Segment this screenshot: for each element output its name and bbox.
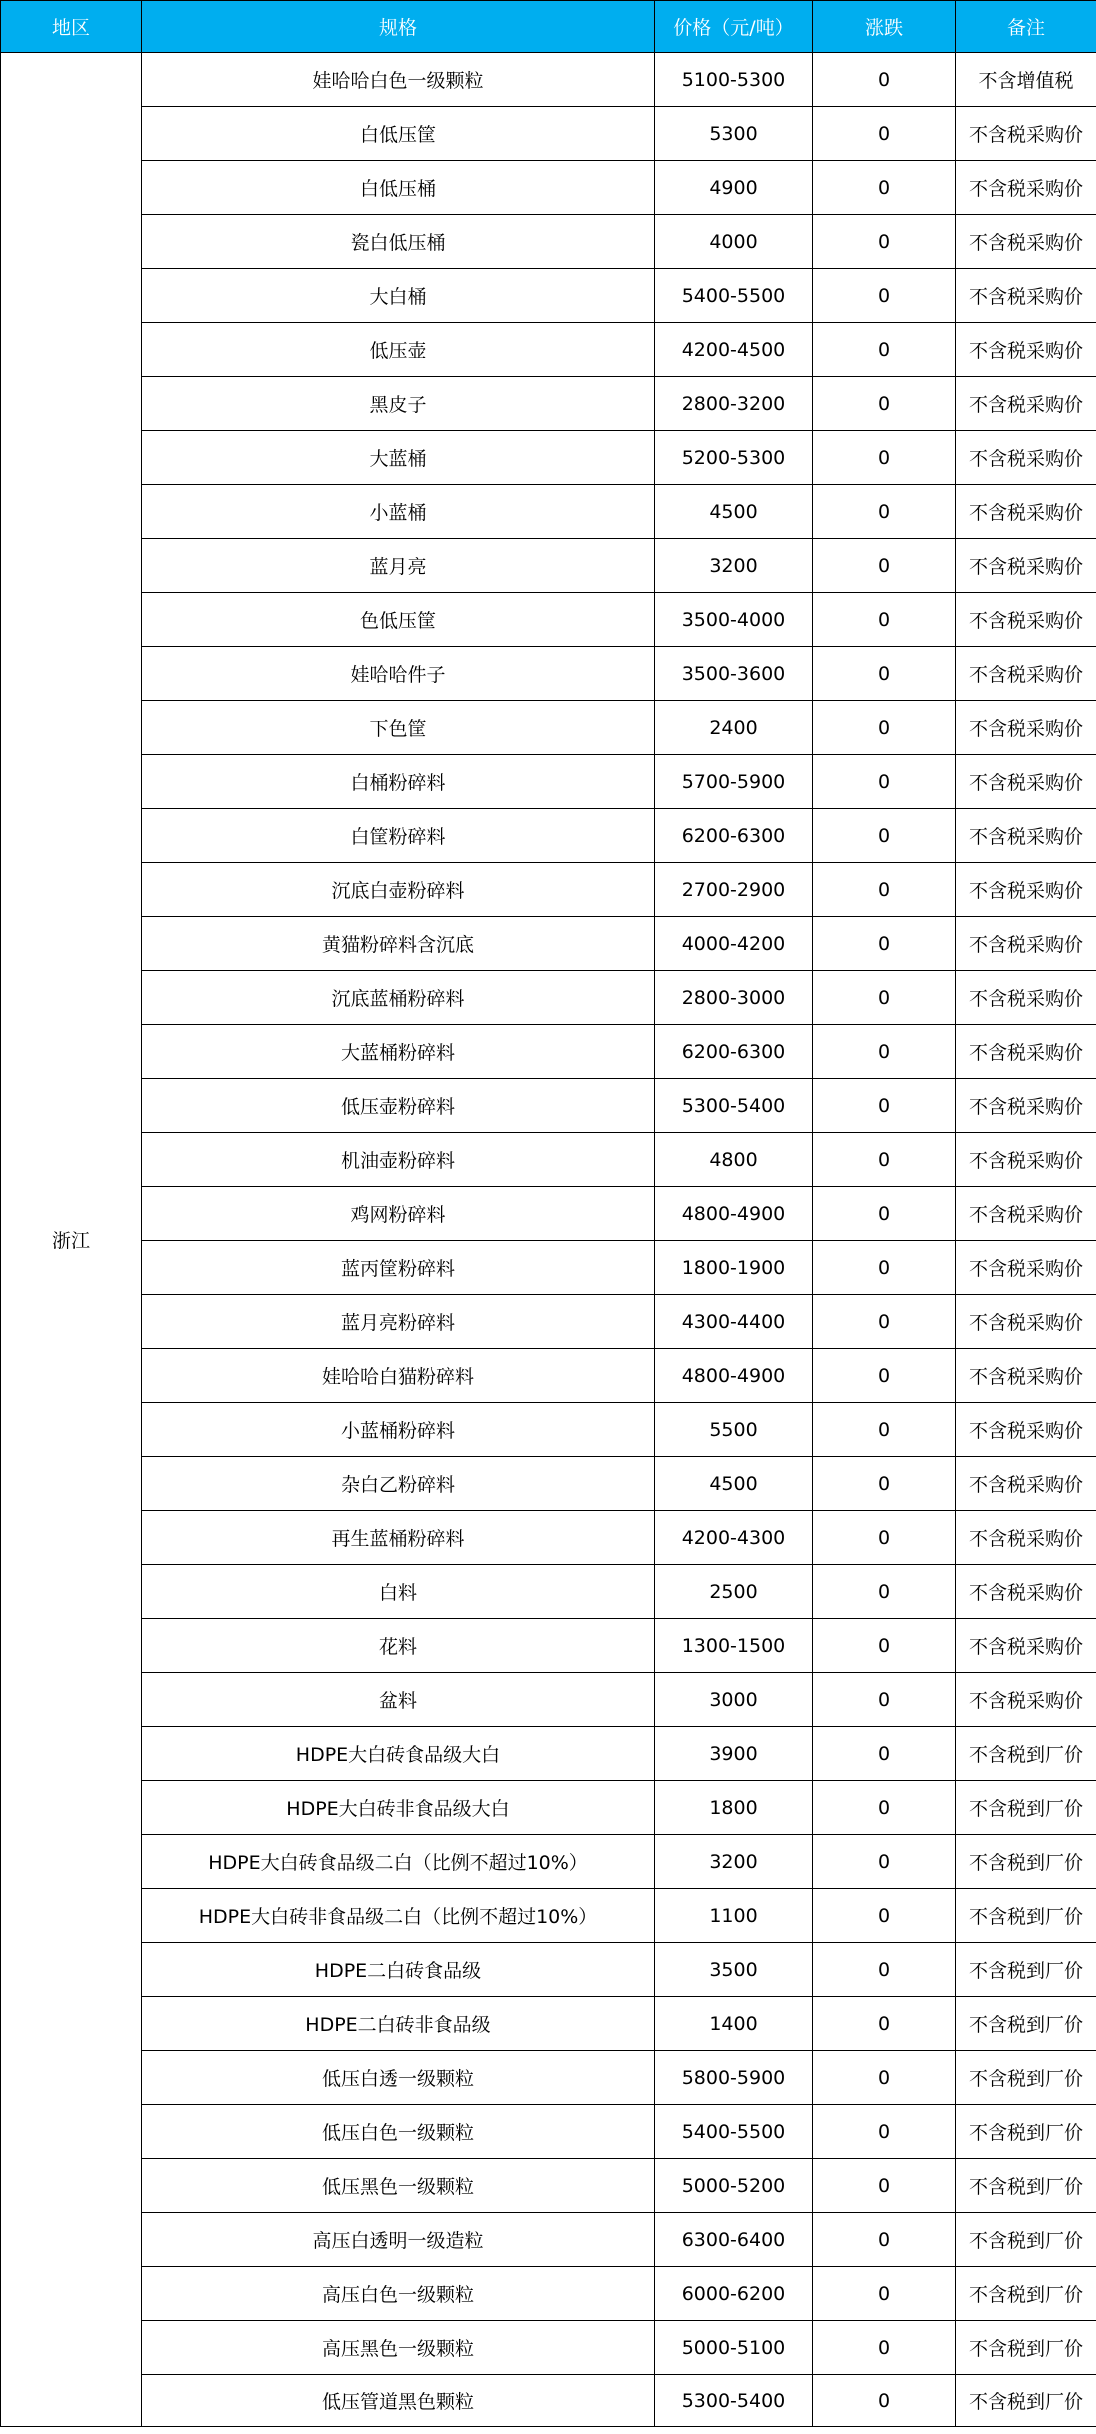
note-cell: 不含税采购价 [956, 323, 1096, 377]
spec-cell: 再生蓝桶粉碎料 [142, 1511, 655, 1565]
spec-cell: 小蓝桶粉碎料 [142, 1403, 655, 1457]
table-row [1, 2375, 1096, 2427]
change-cell: 0 [813, 755, 956, 809]
price-cell: 1800-1900 [655, 1241, 813, 1295]
note-cell: 不含税到厂价 [956, 1781, 1096, 1835]
spec-cell: 低压白透一级颗粒 [142, 2051, 655, 2105]
change-cell: 0 [813, 1295, 956, 1349]
change-cell: 0 [813, 1835, 956, 1889]
note-cell: 不含税采购价 [956, 1349, 1096, 1403]
spec-cell: 低压黑色一级颗粒 [142, 2159, 655, 2213]
change-cell: 0 [813, 863, 956, 917]
note-cell: 不含税采购价 [956, 1025, 1096, 1079]
note-cell: 不含税采购价 [956, 1295, 1096, 1349]
price-cell: 3900 [655, 1727, 813, 1781]
note-cell: 不含税采购价 [956, 1565, 1096, 1619]
spec-cell: 白低压桶 [142, 161, 655, 215]
note-cell: 不含税采购价 [956, 215, 1096, 269]
table-row [1, 2105, 1096, 2159]
table-row [1, 1997, 1096, 2051]
spec-cell: 盆料 [142, 1673, 655, 1727]
note-cell: 不含税到厂价 [956, 2159, 1096, 2213]
spec-cell: 黑皮子 [142, 377, 655, 431]
change-cell: 0 [813, 1673, 956, 1727]
change-cell: 0 [813, 2051, 956, 2105]
note-cell: 不含税采购价 [956, 431, 1096, 485]
note-cell: 不含税采购价 [956, 269, 1096, 323]
change-cell: 0 [813, 377, 956, 431]
change-cell: 0 [813, 593, 956, 647]
table-row [1, 1079, 1096, 1133]
price-cell: 6200-6300 [655, 1025, 813, 1079]
price-cell: 4000-4200 [655, 917, 813, 971]
table-row [1, 1943, 1096, 1997]
price-cell: 4000 [655, 215, 813, 269]
price-cell: 2500 [655, 1565, 813, 1619]
price-cell: 3500 [655, 1943, 813, 1997]
table-row [1, 1781, 1096, 1835]
table-row [1, 863, 1096, 917]
spec-cell: 下色筐 [142, 701, 655, 755]
table-row [1, 2321, 1096, 2375]
header-note: 备注 [956, 1, 1096, 53]
price-cell: 5300 [655, 107, 813, 161]
price-cell: 4200-4500 [655, 323, 813, 377]
header-row [1, 1, 1096, 53]
change-cell: 0 [813, 269, 956, 323]
price-cell: 4500 [655, 1457, 813, 1511]
price-cell: 1300-1500 [655, 1619, 813, 1673]
spec-cell: 娃哈哈件子 [142, 647, 655, 701]
note-cell: 不含税采购价 [956, 1403, 1096, 1457]
price-cell: 6000-6200 [655, 2267, 813, 2321]
note-cell: 不含税到厂价 [956, 1835, 1096, 1889]
spec-cell: 低压白色一级颗粒 [142, 2105, 655, 2159]
note-cell: 不含税采购价 [956, 809, 1096, 863]
price-cell: 2700-2900 [655, 863, 813, 917]
table-row [1, 377, 1096, 431]
spec-cell: 大蓝桶粉碎料 [142, 1025, 655, 1079]
note-cell: 不含税采购价 [956, 539, 1096, 593]
change-cell: 0 [813, 809, 956, 863]
price-cell: 3200 [655, 539, 813, 593]
change-cell: 0 [813, 323, 956, 377]
spec-cell: 蓝丙筐粉碎料 [142, 1241, 655, 1295]
note-cell: 不含税采购价 [956, 1187, 1096, 1241]
table-row [1, 1673, 1096, 1727]
spec-cell: 白桶粉碎料 [142, 755, 655, 809]
table-row [1, 1727, 1096, 1781]
price-cell: 5300-5400 [655, 2375, 813, 2427]
change-cell: 0 [813, 2105, 956, 2159]
note-cell: 不含税到厂价 [956, 1997, 1096, 2051]
note-cell: 不含税采购价 [956, 1241, 1096, 1295]
spec-cell: 大蓝桶 [142, 431, 655, 485]
price-cell: 5500 [655, 1403, 813, 1457]
table-row [1, 1619, 1096, 1673]
table-row [1, 269, 1096, 323]
note-cell: 不含税采购价 [956, 1133, 1096, 1187]
price-cell: 5400-5500 [655, 269, 813, 323]
table-row [1, 53, 1096, 107]
change-cell: 0 [813, 1457, 956, 1511]
price-cell: 6200-6300 [655, 809, 813, 863]
spec-cell: 白低压筐 [142, 107, 655, 161]
table-row [1, 2159, 1096, 2213]
table-row [1, 917, 1096, 971]
price-cell: 5800-5900 [655, 2051, 813, 2105]
note-cell: 不含增值税 [956, 53, 1096, 107]
note-cell: 不含税到厂价 [956, 1943, 1096, 1997]
change-cell: 0 [813, 1889, 956, 1943]
change-cell: 0 [813, 1133, 956, 1187]
price-cell: 5000-5100 [655, 2321, 813, 2375]
table-row [1, 1349, 1096, 1403]
spec-cell: 花料 [142, 1619, 655, 1673]
header-change: 涨跌 [813, 1, 956, 53]
spec-cell: 高压白透明一级造粒 [142, 2213, 655, 2267]
table-header [1, 1, 1096, 53]
spec-cell: 低压壶 [142, 323, 655, 377]
table-row [1, 1241, 1096, 1295]
change-cell: 0 [813, 2267, 956, 2321]
change-cell: 0 [813, 2375, 956, 2427]
spec-cell: 大白桶 [142, 269, 655, 323]
note-cell: 不含税采购价 [956, 647, 1096, 701]
note-cell: 不含税采购价 [956, 593, 1096, 647]
spec-cell: 蓝月亮粉碎料 [142, 1295, 655, 1349]
table-row [1, 323, 1096, 377]
spec-cell: 沉底蓝桶粉碎料 [142, 971, 655, 1025]
spec-cell: HDPE大白砖食品级大白 [142, 1727, 655, 1781]
change-cell: 0 [813, 539, 956, 593]
note-cell: 不含税到厂价 [956, 2051, 1096, 2105]
spec-cell: 白筐粉碎料 [142, 809, 655, 863]
table-row [1, 1187, 1096, 1241]
change-cell: 0 [813, 1565, 956, 1619]
price-cell: 5000-5200 [655, 2159, 813, 2213]
note-cell: 不含税采购价 [956, 1457, 1096, 1511]
spec-cell: 鸡网粉碎料 [142, 1187, 655, 1241]
change-cell: 0 [813, 701, 956, 755]
table-row [1, 539, 1096, 593]
change-cell: 0 [813, 1241, 956, 1295]
change-cell: 0 [813, 1781, 956, 1835]
header-region: 地区 [1, 1, 142, 53]
table-row [1, 161, 1096, 215]
spec-cell: HDPE大白砖非食品级二白（比例不超过10%） [142, 1889, 655, 1943]
price-cell: 4800-4900 [655, 1349, 813, 1403]
note-cell: 不含税采购价 [956, 917, 1096, 971]
note-cell: 不含税采购价 [956, 701, 1096, 755]
spec-cell: 娃哈哈白色一级颗粒 [142, 53, 655, 107]
spec-cell: HDPE二白砖食品级 [142, 1943, 655, 1997]
change-cell: 0 [813, 917, 956, 971]
price-cell: 4300-4400 [655, 1295, 813, 1349]
spec-cell: 杂白乙粉碎料 [142, 1457, 655, 1511]
note-cell: 不含税采购价 [956, 485, 1096, 539]
note-cell: 不含税采购价 [956, 107, 1096, 161]
table-row [1, 1889, 1096, 1943]
header-price: 价格（元/吨） [655, 1, 813, 53]
price-cell: 2400 [655, 701, 813, 755]
spec-cell: 沉底白壶粉碎料 [142, 863, 655, 917]
price-cell: 5200-5300 [655, 431, 813, 485]
change-cell: 0 [813, 1997, 956, 2051]
price-cell: 4800 [655, 1133, 813, 1187]
change-cell: 0 [813, 1727, 956, 1781]
region-cell: 浙江 [1, 53, 142, 2427]
spec-cell: 高压白色一级颗粒 [142, 2267, 655, 2321]
price-cell: 3000 [655, 1673, 813, 1727]
note-cell: 不含税到厂价 [956, 2105, 1096, 2159]
table-row [1, 647, 1096, 701]
spec-cell: HDPE大白砖非食品级大白 [142, 1781, 655, 1835]
table-row [1, 431, 1096, 485]
spec-cell: HDPE二白砖非食品级 [142, 1997, 655, 2051]
change-cell: 0 [813, 431, 956, 485]
spec-cell: 色低压筐 [142, 593, 655, 647]
table-row [1, 1295, 1096, 1349]
change-cell: 0 [813, 485, 956, 539]
change-cell: 0 [813, 1349, 956, 1403]
table-row [1, 971, 1096, 1025]
spec-cell: 机油壶粉碎料 [142, 1133, 655, 1187]
price-cell: 1100 [655, 1889, 813, 1943]
change-cell: 0 [813, 1943, 956, 1997]
table-row [1, 701, 1096, 755]
note-cell: 不含税采购价 [956, 377, 1096, 431]
change-cell: 0 [813, 2321, 956, 2375]
table-row [1, 2051, 1096, 2105]
price-cell: 2800-3000 [655, 971, 813, 1025]
note-cell: 不含税采购价 [956, 161, 1096, 215]
price-cell: 4500 [655, 485, 813, 539]
price-cell: 4800-4900 [655, 1187, 813, 1241]
spec-cell: HDPE大白砖食品级二白（比例不超过10%） [142, 1835, 655, 1889]
note-cell: 不含税采购价 [956, 1079, 1096, 1133]
price-cell: 5100-5300 [655, 53, 813, 107]
spec-cell: 低压壶粉碎料 [142, 1079, 655, 1133]
header-spec: 规格 [142, 1, 655, 53]
table-row [1, 2213, 1096, 2267]
price-cell: 5400-5500 [655, 2105, 813, 2159]
change-cell: 0 [813, 161, 956, 215]
note-cell: 不含税采购价 [956, 971, 1096, 1025]
change-cell: 0 [813, 1079, 956, 1133]
change-cell: 0 [813, 1187, 956, 1241]
spec-cell: 蓝月亮 [142, 539, 655, 593]
spec-cell: 小蓝桶 [142, 485, 655, 539]
table-row [1, 1511, 1096, 1565]
change-cell: 0 [813, 1025, 956, 1079]
table-row [1, 215, 1096, 269]
price-cell: 1800 [655, 1781, 813, 1835]
change-cell: 0 [813, 2159, 956, 2213]
spec-cell: 白料 [142, 1565, 655, 1619]
change-cell: 0 [813, 1403, 956, 1457]
price-cell: 4900 [655, 161, 813, 215]
change-cell: 0 [813, 107, 956, 161]
note-cell: 不含税到厂价 [956, 2213, 1096, 2267]
table-row [1, 809, 1096, 863]
table-row [1, 1835, 1096, 1889]
price-cell: 3500-4000 [655, 593, 813, 647]
table-row [1, 485, 1096, 539]
price-cell: 1400 [655, 1997, 813, 2051]
table-row [1, 755, 1096, 809]
table-row [1, 107, 1096, 161]
table-row [1, 1565, 1096, 1619]
table-row [1, 1133, 1096, 1187]
spec-cell: 黄猫粉碎料含沉底 [142, 917, 655, 971]
note-cell: 不含税采购价 [956, 755, 1096, 809]
note-cell: 不含税采购价 [956, 863, 1096, 917]
price-cell: 4200-4300 [655, 1511, 813, 1565]
table-row [1, 2267, 1096, 2321]
spec-cell: 高压黑色一级颗粒 [142, 2321, 655, 2375]
table-row [1, 1025, 1096, 1079]
price-cell: 6300-6400 [655, 2213, 813, 2267]
note-cell: 不含税到厂价 [956, 2321, 1096, 2375]
table-row [1, 1403, 1096, 1457]
change-cell: 0 [813, 2213, 956, 2267]
note-cell: 不含税到厂价 [956, 2375, 1096, 2427]
spec-cell: 低压管道黑色颗粒 [142, 2375, 655, 2427]
change-cell: 0 [813, 215, 956, 269]
note-cell: 不含税到厂价 [956, 1889, 1096, 1943]
note-cell: 不含税到厂价 [956, 2267, 1096, 2321]
spec-cell: 瓷白低压桶 [142, 215, 655, 269]
change-cell: 0 [813, 53, 956, 107]
table-row [1, 1457, 1096, 1511]
price-cell: 5300-5400 [655, 1079, 813, 1133]
spec-cell: 娃哈哈白猫粉碎料 [142, 1349, 655, 1403]
change-cell: 0 [813, 647, 956, 701]
change-cell: 0 [813, 1511, 956, 1565]
change-cell: 0 [813, 971, 956, 1025]
price-cell: 5700-5900 [655, 755, 813, 809]
price-cell: 3500-3600 [655, 647, 813, 701]
change-cell: 0 [813, 1619, 956, 1673]
table-body [1, 53, 1096, 2427]
note-cell: 不含税采购价 [956, 1511, 1096, 1565]
table-row [1, 593, 1096, 647]
note-cell: 不含税采购价 [956, 1673, 1096, 1727]
price-cell: 3200 [655, 1835, 813, 1889]
note-cell: 不含税到厂价 [956, 1727, 1096, 1781]
price-cell: 2800-3200 [655, 377, 813, 431]
note-cell: 不含税采购价 [956, 1619, 1096, 1673]
